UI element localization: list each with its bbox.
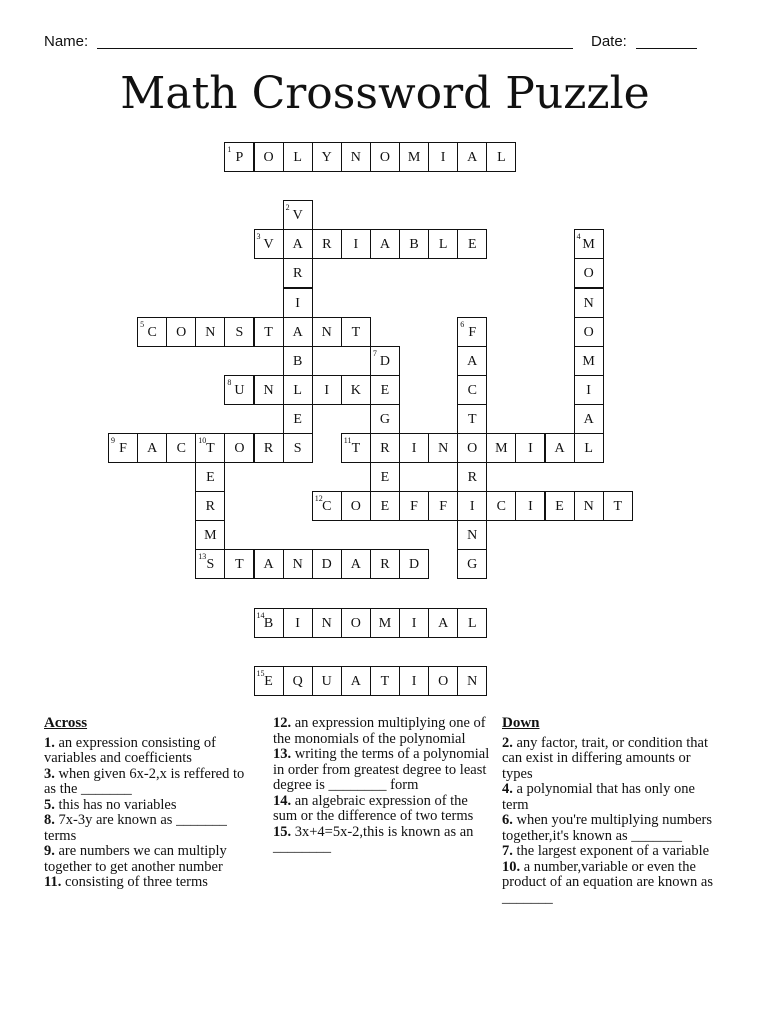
grid-cell[interactable] bbox=[283, 142, 313, 172]
cell-letter: C bbox=[176, 441, 186, 456]
cell-letter: M bbox=[582, 237, 595, 253]
cell-letter: I bbox=[295, 295, 300, 311]
clue-item bbox=[502, 782, 722, 813]
grid-cell[interactable] bbox=[574, 433, 604, 463]
grid-cell[interactable] bbox=[370, 549, 400, 579]
grid-cell[interactable] bbox=[341, 549, 371, 579]
grid-cell[interactable] bbox=[283, 608, 313, 638]
grid-cell[interactable] bbox=[457, 346, 487, 376]
grid-cell[interactable] bbox=[254, 229, 284, 259]
clue-item bbox=[273, 794, 495, 825]
grid-cell[interactable] bbox=[428, 142, 458, 172]
grid-cell[interactable] bbox=[283, 346, 313, 376]
cell-letter: T bbox=[235, 557, 244, 573]
grid-cell[interactable] bbox=[341, 229, 371, 259]
clue-text: an expression consisting of variables and coefficients bbox=[44, 734, 216, 766]
cell-letter: C bbox=[147, 324, 157, 340]
cell-letter: E bbox=[380, 470, 390, 486]
cell-letter: I bbox=[324, 382, 330, 398]
grid-cell[interactable] bbox=[457, 549, 487, 579]
cell-letter: F bbox=[468, 324, 477, 340]
cell-letter: I bbox=[528, 499, 533, 515]
cell-letter: L bbox=[497, 150, 506, 165]
cell-letter: E bbox=[206, 470, 215, 486]
grid-cell[interactable] bbox=[515, 491, 545, 521]
grid-cell[interactable] bbox=[545, 491, 575, 521]
cell-letter: A bbox=[467, 353, 478, 369]
clue-number: 10. bbox=[502, 858, 521, 875]
grid-cell[interactable] bbox=[283, 549, 313, 579]
cell-letter: S bbox=[293, 441, 302, 456]
cell-letter: S bbox=[206, 557, 215, 573]
grid-cell[interactable] bbox=[341, 491, 371, 521]
cell-letter: N bbox=[583, 499, 594, 515]
grid-cell[interactable] bbox=[312, 491, 342, 521]
cell-letter: F bbox=[119, 441, 127, 456]
clue-item bbox=[273, 747, 495, 794]
grid-cell[interactable] bbox=[574, 258, 604, 288]
grid-cell[interactable] bbox=[283, 375, 313, 405]
clue-number: 9 bbox=[111, 436, 115, 445]
grid-cell[interactable] bbox=[515, 433, 545, 463]
cell-letter: E bbox=[467, 237, 477, 253]
clue-number: 8 bbox=[227, 377, 232, 387]
grid-cell[interactable] bbox=[370, 346, 400, 376]
grid-cell[interactable] bbox=[283, 666, 313, 696]
cell-letter: I bbox=[411, 441, 417, 456]
down-heading: Down bbox=[502, 715, 540, 731]
clue-number: 1. bbox=[44, 734, 55, 751]
grid-cell[interactable] bbox=[486, 142, 516, 172]
clue-text: when you're multiplying numbers together,it's known as _______ bbox=[502, 812, 713, 844]
grid-cell[interactable] bbox=[341, 317, 371, 347]
cell-letter: O bbox=[583, 324, 594, 340]
grid-cell[interactable] bbox=[370, 462, 400, 492]
cell-letter: I bbox=[586, 382, 591, 398]
grid-cell[interactable] bbox=[283, 258, 313, 288]
cell-letter: E bbox=[555, 499, 564, 515]
clue-number: 15 bbox=[256, 668, 265, 678]
cell-letter: O bbox=[350, 499, 361, 515]
grid-cell[interactable] bbox=[399, 142, 429, 172]
grid-cell[interactable] bbox=[224, 549, 254, 579]
cell-letter: T bbox=[206, 441, 215, 456]
clue-number: 6 bbox=[460, 319, 465, 329]
cell-letter: L bbox=[584, 441, 593, 456]
grid-cell[interactable] bbox=[399, 491, 429, 521]
grid-cell[interactable] bbox=[137, 317, 167, 347]
clue-item bbox=[502, 813, 722, 844]
cell-letter: O bbox=[467, 441, 478, 456]
cell-letter: C bbox=[467, 382, 477, 398]
cell-letter: A bbox=[147, 441, 158, 456]
cell-letter: F bbox=[410, 499, 418, 515]
clue-number: 15. bbox=[273, 823, 292, 840]
clue-number: 8. bbox=[44, 812, 55, 828]
cell-letter: A bbox=[292, 237, 303, 253]
grid-cell[interactable] bbox=[428, 666, 458, 696]
cell-letter: L bbox=[467, 615, 477, 631]
clue-number: 14. bbox=[273, 792, 292, 809]
date-label: Date: bbox=[591, 33, 627, 50]
clue-item bbox=[273, 716, 495, 747]
grid-cell[interactable] bbox=[283, 229, 313, 259]
grid-cell[interactable] bbox=[283, 317, 313, 347]
clues-column-1 bbox=[44, 716, 254, 891]
grid-cell[interactable] bbox=[370, 433, 400, 463]
grid-cell[interactable] bbox=[545, 433, 575, 463]
grid-cell[interactable] bbox=[457, 317, 487, 347]
grid-cell[interactable] bbox=[224, 317, 254, 347]
clue-item bbox=[273, 825, 495, 856]
clue-number: 7. bbox=[502, 843, 513, 859]
cell-letter: C bbox=[322, 499, 332, 515]
across-heading: Across bbox=[44, 715, 88, 731]
cell-letter: O bbox=[379, 150, 390, 165]
clue-text: are numbers we can multiply together to get another number bbox=[44, 843, 227, 875]
cell-letter: M bbox=[407, 150, 421, 165]
clue-item bbox=[502, 844, 722, 860]
clue-text: when given 6x-2,x is reffered to as the _______ bbox=[44, 765, 245, 797]
grid-cell[interactable] bbox=[312, 142, 342, 172]
cell-letter: R bbox=[380, 441, 390, 456]
cell-letter: V bbox=[292, 208, 303, 224]
grid-cell[interactable] bbox=[370, 229, 400, 259]
grid-cell[interactable] bbox=[166, 433, 196, 463]
cell-letter: D bbox=[321, 557, 332, 573]
cell-letter: U bbox=[234, 382, 245, 398]
cell-letter: N bbox=[467, 673, 478, 689]
clue-number: 4 bbox=[576, 232, 581, 242]
clue-text: any factor, trait, or condition that can exist in differing amounts or types bbox=[502, 734, 708, 782]
grid-cell[interactable] bbox=[283, 404, 313, 434]
cell-letter: I bbox=[528, 441, 533, 456]
cell-letter: P bbox=[235, 150, 244, 165]
grid-cell[interactable] bbox=[254, 433, 284, 463]
clue-number: 2. bbox=[502, 734, 513, 751]
grid-cell[interactable] bbox=[224, 433, 254, 463]
clue-number: 6. bbox=[502, 812, 513, 828]
grid-cell[interactable] bbox=[457, 404, 487, 434]
cell-letter: D bbox=[379, 353, 390, 369]
cell-letter: I bbox=[411, 615, 417, 631]
clue-number: 13 bbox=[198, 552, 207, 562]
cell-letter: E bbox=[293, 411, 302, 427]
grid-cell[interactable] bbox=[370, 608, 400, 638]
grid-cell[interactable] bbox=[457, 229, 487, 259]
grid-cell[interactable] bbox=[312, 666, 342, 696]
grid-cell[interactable] bbox=[574, 229, 604, 259]
cell-letter: Q bbox=[292, 673, 303, 689]
cell-letter: A bbox=[438, 615, 449, 631]
cell-letter: B bbox=[263, 615, 274, 631]
cell-letter: N bbox=[321, 615, 332, 631]
clue-item bbox=[44, 767, 254, 798]
grid-cell[interactable] bbox=[341, 433, 371, 463]
cell-letter: A bbox=[350, 557, 361, 573]
clue-text: writing the terms of a polynomial in order from greatest degree to least degree is ________ form bbox=[273, 746, 490, 793]
grid-cell[interactable] bbox=[399, 608, 429, 638]
clue-number: 7 bbox=[372, 348, 377, 358]
cell-letter: O bbox=[263, 150, 274, 165]
grid-cell[interactable] bbox=[224, 142, 254, 172]
cell-letter: R bbox=[205, 499, 216, 515]
cell-letter: N bbox=[205, 324, 216, 340]
grid-cell[interactable] bbox=[254, 549, 284, 579]
cell-letter: R bbox=[292, 266, 303, 282]
cell-letter: L bbox=[438, 237, 448, 253]
clue-text: an algebraic expression of the sum or the difference of two terms bbox=[273, 792, 474, 824]
cell-letter: N bbox=[321, 324, 332, 340]
clues-column-3 bbox=[502, 716, 722, 906]
cell-letter: B bbox=[292, 353, 303, 369]
cell-letter: L bbox=[293, 382, 302, 398]
grid-cell[interactable] bbox=[428, 608, 458, 638]
grid-cell[interactable] bbox=[341, 375, 371, 405]
page-title: Math Crossword Puzzle bbox=[120, 68, 650, 119]
cell-letter: N bbox=[467, 528, 478, 544]
cell-letter: T bbox=[351, 441, 361, 456]
grid-cell[interactable] bbox=[457, 491, 487, 521]
clue-item bbox=[502, 860, 722, 907]
cell-letter: I bbox=[469, 499, 475, 515]
grid-cell[interactable] bbox=[486, 433, 516, 463]
cell-letter: A bbox=[554, 441, 565, 456]
cell-letter: O bbox=[350, 615, 361, 631]
grid-cell[interactable] bbox=[312, 549, 342, 579]
grid-cell[interactable] bbox=[486, 491, 516, 521]
cell-letter: F bbox=[439, 499, 448, 515]
grid-cell[interactable] bbox=[574, 288, 604, 318]
grid-cell[interactable] bbox=[195, 462, 225, 492]
cell-letter: Y bbox=[321, 150, 332, 165]
grid-cell[interactable] bbox=[254, 666, 284, 696]
grid-cell[interactable] bbox=[166, 317, 196, 347]
cell-letter: N bbox=[292, 557, 303, 573]
grid-cell[interactable] bbox=[283, 288, 313, 318]
grid-cell[interactable] bbox=[341, 666, 371, 696]
grid-cell[interactable] bbox=[399, 433, 429, 463]
grid-cell[interactable] bbox=[254, 375, 284, 405]
cell-letter: N bbox=[350, 150, 361, 165]
clue-number: 12 bbox=[314, 494, 323, 504]
clue-number: 9. bbox=[44, 843, 55, 859]
cell-letter: A bbox=[583, 411, 594, 427]
clue-item bbox=[44, 875, 254, 891]
cell-letter: A bbox=[263, 557, 274, 573]
cell-letter: V bbox=[263, 237, 274, 253]
clue-number: 12. bbox=[273, 715, 292, 731]
clue-number: 5 bbox=[140, 319, 145, 329]
clue-number: 2 bbox=[285, 203, 290, 213]
cell-letter: K bbox=[350, 382, 361, 398]
cell-letter: R bbox=[467, 470, 477, 486]
clue-text: 7x-3y are known as _______ terms bbox=[44, 812, 227, 844]
grid-cell[interactable] bbox=[341, 142, 371, 172]
cell-letter: I bbox=[295, 615, 300, 631]
clue-number: 3 bbox=[256, 232, 261, 242]
clue-number: 10 bbox=[198, 436, 207, 445]
cell-letter: G bbox=[467, 557, 478, 573]
clue-number: 11. bbox=[44, 874, 62, 890]
clue-number: 1 bbox=[227, 145, 232, 154]
grid-cell[interactable] bbox=[428, 491, 458, 521]
grid-cell[interactable] bbox=[574, 317, 604, 347]
clue-text: this has no variables bbox=[54, 796, 177, 813]
grid-cell[interactable] bbox=[195, 317, 225, 347]
cell-letter: T bbox=[351, 324, 361, 340]
grid-cell[interactable] bbox=[370, 375, 400, 405]
cell-letter: I bbox=[353, 237, 359, 253]
grid-cell[interactable] bbox=[254, 608, 284, 638]
clue-text: consisting of three terms bbox=[61, 874, 208, 890]
grid-cell[interactable] bbox=[370, 666, 400, 696]
grid-cell[interactable] bbox=[195, 433, 225, 463]
cell-letter: A bbox=[467, 150, 478, 165]
cell-letter: T bbox=[380, 673, 390, 689]
grid-cell[interactable] bbox=[457, 433, 487, 463]
grid-cell[interactable] bbox=[254, 317, 284, 347]
grid-cell[interactable] bbox=[195, 491, 225, 521]
cell-letter: T bbox=[613, 499, 623, 515]
clue-number: 14 bbox=[256, 610, 265, 620]
grid-cell[interactable] bbox=[312, 229, 342, 259]
cell-letter: G bbox=[379, 411, 390, 427]
clue-item bbox=[44, 844, 254, 875]
grid-cell[interactable] bbox=[399, 549, 429, 579]
clue-number: 3. bbox=[44, 765, 55, 782]
grid-cell[interactable] bbox=[457, 608, 487, 638]
clues-column-2 bbox=[273, 716, 495, 856]
grid-cell[interactable] bbox=[195, 549, 225, 579]
cell-letter: N bbox=[438, 441, 449, 456]
cell-letter: M bbox=[582, 353, 595, 369]
cell-letter: O bbox=[234, 441, 245, 456]
grid-cell[interactable] bbox=[137, 433, 167, 463]
cell-letter: O bbox=[438, 673, 449, 689]
cell-letter: L bbox=[293, 150, 302, 165]
clue-number: 11 bbox=[343, 436, 352, 445]
clue-item bbox=[44, 736, 254, 767]
grid-cell[interactable] bbox=[254, 142, 284, 172]
grid-cell[interactable] bbox=[457, 375, 487, 405]
grid-cell[interactable] bbox=[312, 317, 342, 347]
grid-cell[interactable] bbox=[574, 491, 604, 521]
grid-cell[interactable] bbox=[574, 404, 604, 434]
cell-letter: N bbox=[583, 295, 594, 311]
grid-cell[interactable] bbox=[224, 375, 254, 405]
grid-cell[interactable] bbox=[370, 404, 400, 434]
cell-letter: E bbox=[380, 382, 390, 398]
clue-text: an expression multiplying one of the monomials of the polynomial bbox=[273, 715, 486, 747]
cell-letter: U bbox=[321, 673, 332, 689]
clue-text: a number,variable or even the product of an equation are known as _______ bbox=[502, 858, 713, 906]
grid-cell[interactable] bbox=[457, 520, 487, 550]
grid-cell[interactable] bbox=[457, 142, 487, 172]
cell-letter: A bbox=[379, 237, 390, 253]
grid-cell[interactable] bbox=[428, 433, 458, 463]
cell-letter: R bbox=[380, 557, 390, 573]
clue-item bbox=[44, 813, 254, 844]
clue-number: 4. bbox=[502, 781, 513, 797]
cell-letter: M bbox=[204, 528, 217, 544]
grid-cell[interactable] bbox=[283, 433, 313, 463]
cell-letter: N bbox=[263, 382, 274, 398]
cell-letter: T bbox=[467, 411, 477, 427]
grid-cell[interactable] bbox=[399, 229, 429, 259]
clue-text: 3x+4=5x-2,this is known as an ________ bbox=[273, 823, 474, 855]
grid-cell[interactable] bbox=[399, 666, 429, 696]
cell-letter: R bbox=[322, 237, 332, 253]
grid-cell[interactable] bbox=[574, 346, 604, 376]
grid-cell[interactable] bbox=[428, 229, 458, 259]
cell-letter: A bbox=[292, 324, 303, 340]
grid-cell[interactable] bbox=[370, 142, 400, 172]
grid-cell[interactable] bbox=[283, 200, 313, 230]
cell-letter: S bbox=[235, 324, 244, 340]
clue-text: the largest exponent of a variable bbox=[512, 843, 710, 859]
clue-number: 5. bbox=[44, 796, 55, 813]
grid-cell[interactable] bbox=[457, 462, 487, 492]
clue-item bbox=[44, 798, 254, 814]
clue-number: 13. bbox=[273, 746, 292, 762]
cell-letter: C bbox=[496, 499, 507, 515]
cell-letter: M bbox=[378, 615, 392, 631]
clue-item bbox=[502, 736, 722, 783]
grid-cell[interactable] bbox=[341, 608, 371, 638]
clue-text: a polynomial that has only one term bbox=[502, 781, 695, 813]
cell-letter: B bbox=[409, 237, 419, 253]
cell-letter: A bbox=[350, 673, 361, 689]
cell-letter: O bbox=[176, 324, 187, 340]
cell-letter: E bbox=[380, 499, 390, 515]
cell-letter: O bbox=[583, 266, 594, 282]
grid-cell[interactable] bbox=[370, 491, 400, 521]
cell-letter: M bbox=[495, 441, 508, 456]
grid-cell[interactable] bbox=[312, 375, 342, 405]
grid-cell[interactable] bbox=[312, 608, 342, 638]
grid-cell[interactable] bbox=[574, 375, 604, 405]
grid-cell[interactable] bbox=[603, 491, 633, 521]
cell-letter: I bbox=[411, 673, 417, 689]
grid-cell[interactable] bbox=[108, 433, 138, 463]
cell-letter: T bbox=[264, 324, 273, 340]
cell-letter: D bbox=[408, 557, 420, 573]
cell-letter: I bbox=[440, 150, 446, 165]
grid-cell[interactable] bbox=[457, 666, 487, 696]
cell-letter: E bbox=[264, 673, 273, 689]
cell-letter: R bbox=[263, 441, 274, 456]
name-label: Name: bbox=[44, 33, 89, 50]
